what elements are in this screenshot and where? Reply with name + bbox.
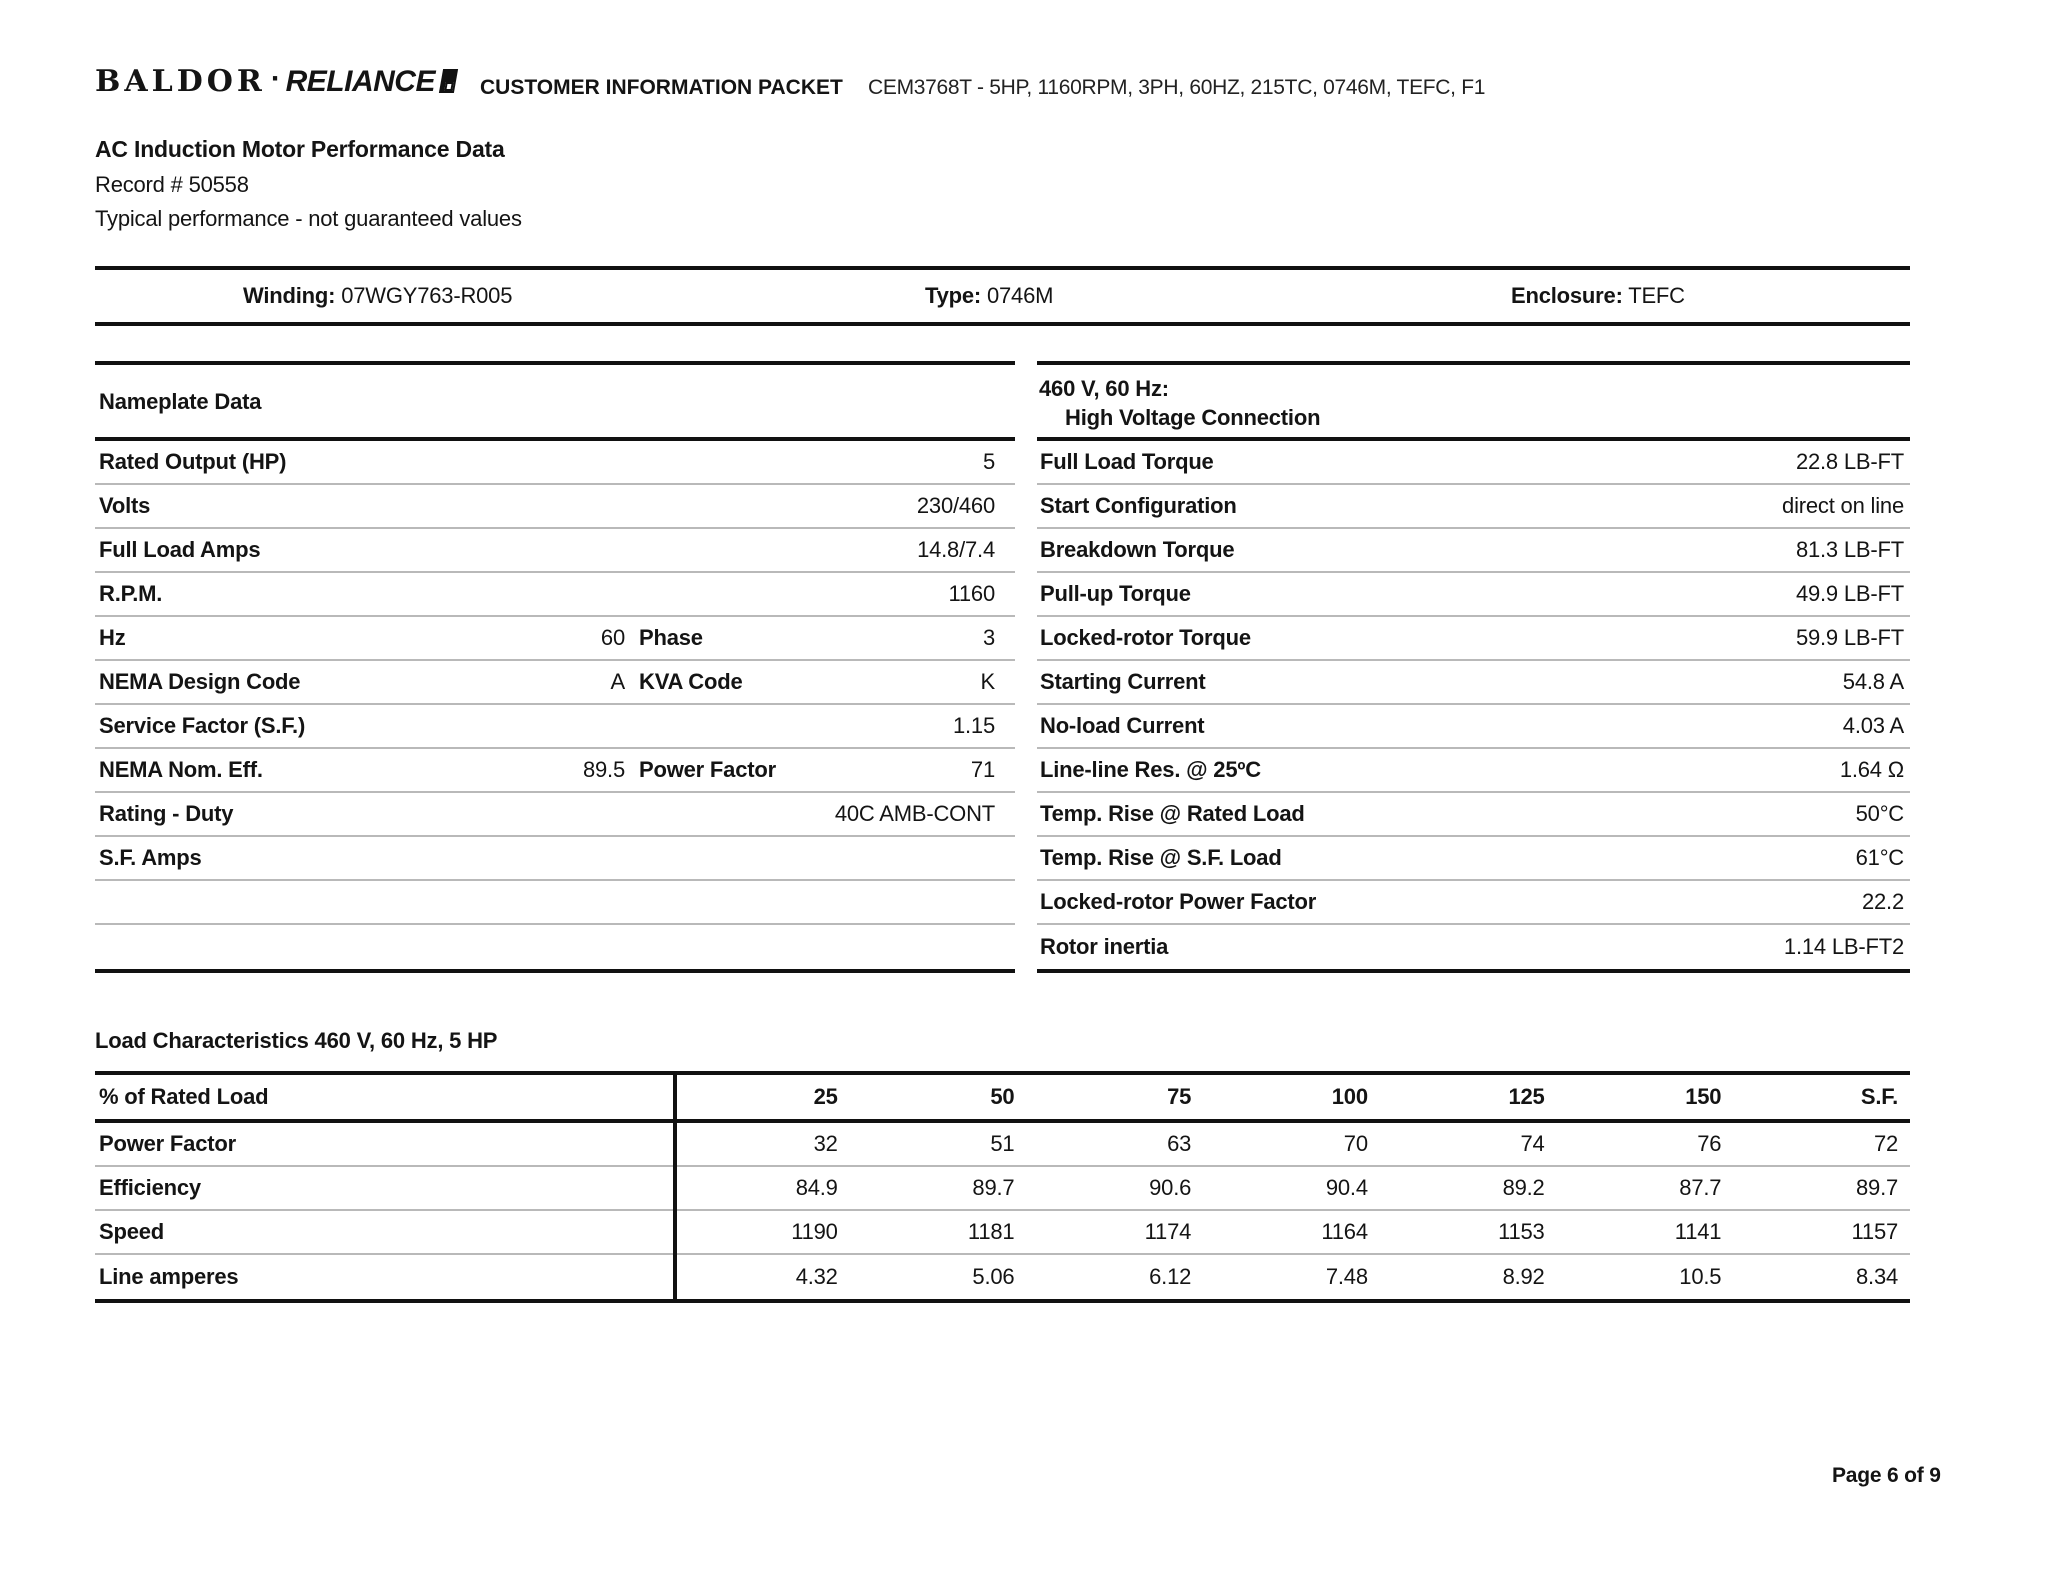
load-characteristics-table [95,1071,1910,1303]
table-row [95,881,1015,925]
type-label: Type: [925,283,982,308]
cell-value: 7.48 [1325,1264,1368,1289]
row-value: 49.9 LB-FT [1795,581,1904,606]
row-label: Power Factor [639,757,776,782]
cell-value: 4.32 [795,1264,838,1289]
row-label: KVA Code [639,669,743,694]
table-row [95,661,1015,705]
enclosure-field [1511,270,1685,322]
row-value: 54.8 A [1842,669,1904,694]
row-label: Rated Output (HP) [99,449,287,474]
table-row [1037,837,1910,881]
row-label: Locked-rotor Torque [1040,625,1251,650]
logo-baldor-text: BALDOR [95,64,266,99]
table-row [95,793,1015,837]
cell-value: 8.92 [1502,1264,1545,1289]
logo-dot: · [270,62,281,95]
performance-note: Typical performance - not guaranteed values [95,206,522,231]
cell-value: 6.12 [1149,1264,1192,1289]
logo-reliance-text: RELIANCE [285,65,435,98]
cell-value: 1153 [1498,1219,1545,1244]
cell-value: 1141 [1674,1219,1722,1244]
row-value: 22.2 [1861,889,1904,914]
row-label: Hz [99,625,126,650]
row-value: 89.5 [582,757,625,782]
row-label: Volts [99,493,151,518]
cell-value: 8.34 [1856,1264,1899,1289]
row-value: 61°C [1855,845,1904,870]
table-row [1037,881,1910,925]
cell-value: 5.06 [972,1264,1015,1289]
row-value: 4.03 A [1842,713,1904,738]
baldor-reliance-logo [95,64,456,99]
row-value: 50°C [1855,801,1904,826]
winding-field [243,270,512,322]
table-row [1037,529,1910,573]
connection-table [1037,361,1910,973]
page-number: Page 6 of 9 [1832,1464,1941,1487]
row-value: K [980,669,995,694]
row-label: Pull-up Torque [1040,581,1191,606]
table-row [95,485,1015,529]
table-row [95,1255,1910,1299]
row-label: Temp. Rise @ S.F. Load [1040,845,1282,870]
cell-value: 90.6 [1149,1175,1192,1200]
row-label: NEMA Design Code [99,669,301,694]
row-label: Breakdown Torque [1040,537,1235,562]
cell-value: 72 [1873,1131,1899,1156]
cell-value: 84.9 [795,1175,838,1200]
cell-value: 51 [990,1131,1015,1156]
row-label: Starting Current [1040,669,1206,694]
enclosure-value: TEFC [1628,283,1685,308]
logo-mark-icon [439,69,458,93]
row-label: NEMA Nom. Eff. [99,757,263,782]
row-value: direct on line [1782,493,1904,518]
row-label: S.F. Amps [99,845,202,870]
row-value: 1.14 LB-FT2 [1783,934,1904,959]
cell-value: 89.7 [972,1175,1015,1200]
row-label: Full Load Amps [99,537,261,562]
cell-value: 89.2 [1502,1175,1545,1200]
enclosure-label: Enclosure: [1511,283,1623,308]
cell-value: 32 [813,1131,838,1156]
cell-value: 10.5 [1679,1264,1722,1289]
row-value: A [610,669,625,694]
table-vertical-divider [673,1075,677,1299]
row-value: 81.3 LB-FT [1795,537,1904,562]
row-label: Locked-rotor Power Factor [1040,889,1317,914]
row-label: Temp. Rise @ Rated Load [1040,801,1305,826]
column-header: 75 [1167,1084,1192,1109]
table-row [95,837,1015,881]
load-characteristics-title: Load Characteristics 460 V, 60 Hz, 5 HP [95,1028,498,1053]
row-label: Service Factor (S.F.) [99,713,306,738]
row-value: 60 [600,625,625,650]
column-header: S.F. [1860,1084,1899,1109]
cell-value: 1174 [1144,1219,1192,1244]
cell-value: 1157 [1851,1219,1899,1244]
table-row [95,1123,1910,1167]
table-row [95,1211,1910,1255]
nameplate-table [95,361,1015,973]
row-label: Start Configuration [1040,493,1237,518]
table-row [1037,617,1910,661]
table-row [95,925,1015,969]
nameplate-table-title: Nameplate Data [95,365,1015,441]
row-value: 230/460 [916,493,995,518]
packet-title: CUSTOMER INFORMATION PACKET [480,76,843,99]
table-row [95,573,1015,617]
row-value: 22.8 LB-FT [1795,449,1904,474]
row-value: 3 [982,625,995,650]
column-header: 125 [1508,1084,1545,1109]
row-label: Full Load Torque [1040,449,1214,474]
table-row [95,1167,1910,1211]
connection-title-line2: High Voltage Connection [1065,405,1321,430]
record-number: Record # 50558 [95,172,249,197]
cell-value: 70 [1343,1131,1368,1156]
cell-value: 90.4 [1325,1175,1368,1200]
table-row [1037,485,1910,529]
table-row [1037,661,1910,705]
row-label: Line amperes [99,1264,239,1289]
row-label: R.P.M. [99,581,163,606]
row-label: No-load Current [1040,713,1205,738]
model-description: CEM3768T - 5HP, 1160RPM, 3PH, 60HZ, 215TC, 0746M, TEFC, F1 [868,76,1486,99]
row-label: Speed [99,1219,165,1244]
table-row [95,441,1015,485]
row-value: 59.9 LB-FT [1795,625,1904,650]
row-value: 5 [982,449,995,474]
column-header: 50 [990,1084,1015,1109]
row-value: 40C AMB-CONT [834,801,995,826]
performance-tables [95,361,1910,969]
row-label: Line-line Res. @ 25ºC [1040,757,1261,782]
connection-table-title [1037,365,1910,441]
winding-band [95,266,1910,326]
column-header: % of Rated Load [99,1084,269,1109]
cell-value: 1190 [791,1219,838,1244]
connection-title-line1: 460 V, 60 Hz: [1039,376,1169,401]
table-row [1037,925,1910,969]
page-title: AC Induction Motor Performance Data [95,136,505,162]
winding-label: Winding: [243,283,336,308]
cell-value: 1181 [967,1219,1015,1244]
row-value: 1.64 Ω [1839,757,1904,782]
table-row [1037,793,1910,837]
table-row [95,749,1015,793]
table-row [95,617,1015,661]
table-header-row [95,1075,1910,1123]
type-value: 0746M [986,283,1054,308]
row-label: Efficiency [99,1175,201,1200]
row-label: Phase [639,625,703,650]
row-label: Rotor inertia [1040,934,1169,959]
row-value: 14.8/7.4 [917,537,995,562]
row-value: 1.15 [952,713,995,738]
winding-value: 07WGY763-R005 [341,283,513,308]
cell-value: 89.7 [1856,1175,1899,1200]
table-row [1037,573,1910,617]
column-header: 25 [813,1084,838,1109]
table-row [95,705,1015,749]
table-row [1037,441,1910,485]
row-value: 1160 [948,581,995,606]
type-field [925,270,1053,322]
row-value: 71 [970,757,995,782]
cell-value: 63 [1167,1131,1192,1156]
row-label: Power Factor [99,1131,236,1156]
column-header: 100 [1331,1084,1368,1109]
cell-value: 76 [1697,1131,1722,1156]
cell-value: 1164 [1321,1219,1368,1244]
row-label: Rating - Duty [99,801,234,826]
table-row [1037,749,1910,793]
table-row [95,529,1015,573]
cell-value: 87.7 [1679,1175,1722,1200]
table-row [1037,705,1910,749]
cell-value: 74 [1520,1131,1545,1156]
column-header: 150 [1685,1084,1722,1109]
